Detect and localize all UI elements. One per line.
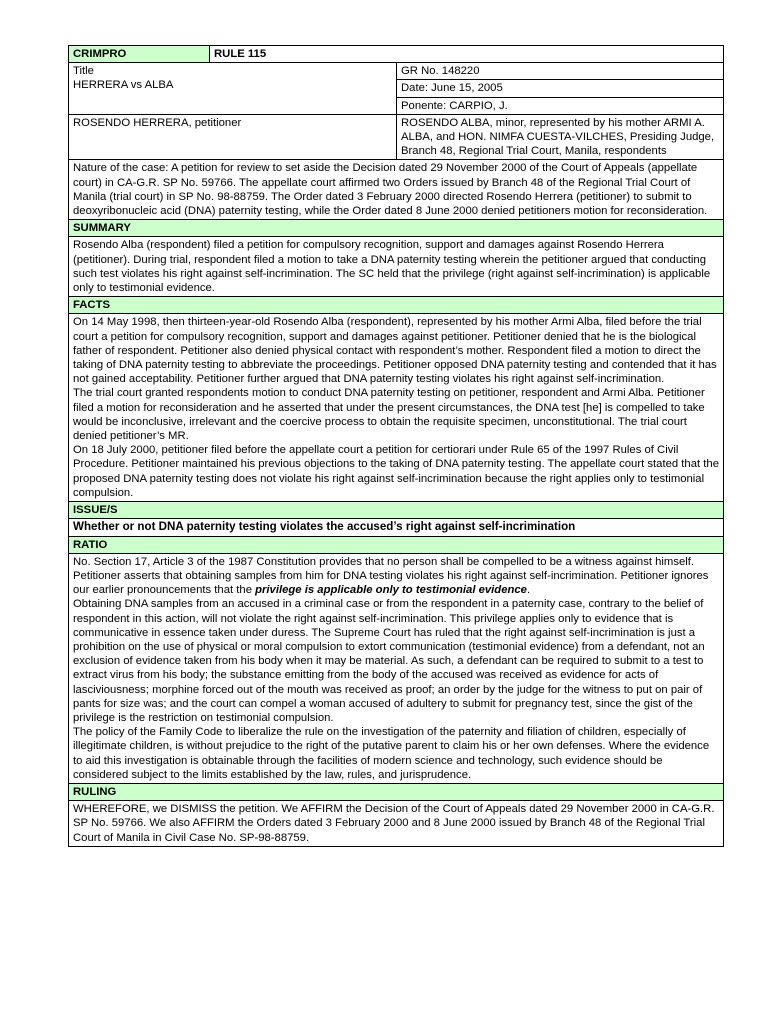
summary-heading: SUMMARY bbox=[69, 220, 724, 237]
ruling-row bbox=[69, 801, 724, 847]
case-digest-table bbox=[68, 45, 724, 847]
ratio-row bbox=[69, 553, 724, 783]
issues-heading: ISSUE/S bbox=[69, 502, 724, 519]
issue-text: Whether or not DNA paternity testing violates the accused’s right against self-incrimination bbox=[69, 519, 724, 536]
petitioner-cell: ROSENDO HERRERA, petitioner bbox=[69, 114, 397, 160]
ratio-paragraph bbox=[73, 555, 719, 598]
ponente: Ponente: CARPIO, J. bbox=[397, 97, 724, 114]
facts-paragraph: On 14 May 1998, then thirteen-year-old Rosendo Alba (respondent), represented by his mother Armi Alba, filed before the trial court a petition for compulsory recognition, support and damages against petitioner. Petitioner denied that he is the biological father of respondent. Petitioner also denied physical contact with respondent’s mother. Respondent filed a motion to direct the taking of DNA paternity testing to abbreviate the proceedings. Petitioner opposed DNA paternity testing and contended that it has not gained acceptability. Petitioner further argued that DNA paternity testing violates his right against self-incrimination. bbox=[73, 316, 717, 386]
title-row bbox=[69, 63, 724, 80]
ratio-paragraph: The policy of the Family Code to liberalize the rule on the investigation of the paternity and filiation of children, especially of illegitimate children, is without prejudice to the right of the putative parent to claim his or her own defenses. Where the evidence to aid this investigation is obtainable through the facilities of modern science and technology, such evidence should be considered subject to the limits established by the law, rules, and jurisprudence. bbox=[73, 726, 710, 781]
ratio-cell bbox=[69, 553, 724, 783]
rule-cell: RULE 115 bbox=[210, 46, 724, 63]
header-row bbox=[69, 46, 724, 63]
ratio-paragraph: Obtaining DNA samples from an accused in a criminal case or from the respondent in a paternity case, contrary to the belief of respondent in this action, will not violate the right against self-incrimination. This privilege applies only to evidence that is communicative in essence taken under duress. The Supreme Court has ruled that the right against self-incrimination is just a prohibition on the use of physical or moral compulsion to extort communication (testimonial evidence) from a defendant, not an exclusion of evidence taken from his body when it may be material. As such, a defendant can be required to submit to a test to extract virus from his body; the substance emitting from the body of the accused was received as evidence for acts of lasciviousness; morphine forced out of the mouth was received as proof; an order by the judge for the witness to put on pair of pants for size was; and the court can compel a woman accused of adultery to submit for pregnancy test, since the gist of the privilege is the restriction on testimonial compulsion. bbox=[73, 598, 705, 724]
nature-row bbox=[69, 160, 724, 220]
decision-date: Date: June 15, 2005 bbox=[397, 80, 724, 97]
issues-row bbox=[69, 519, 724, 536]
ruling-heading: RULING bbox=[69, 783, 724, 800]
facts-paragraph: The trial court granted respondents motion to conduct DNA paternity testing on petitioner, respondent and Armi Alba. Petitioner filed a motion for reconsideration and he asserted that under the present circumstances, the DNA test [he] is compelled to take would be inconclusive, irrelevant and the coercive process to obtain the requisite specimen, unconstitutional. The trial court denied petitioner’s MR. bbox=[73, 387, 705, 443]
facts-cell bbox=[69, 314, 724, 502]
ruling-text: WHEREFORE, we DISMISS the petition. We AFFIRM the Decision of the Court of Appeals dated 29 November 2000 in CA-G.R. SP No. 59766. We also AFFIRM the Orders dated 3 February 2000 and 8 June 2000 issued by Branch 48 of the Regional Trial Court of Manila in Civil Case No. SP-98-88759. bbox=[69, 801, 724, 847]
case-title: HERRERA vs ALBA bbox=[73, 79, 174, 92]
gr-number: GR No. 148220 bbox=[397, 63, 724, 80]
ruling-heading-row bbox=[69, 783, 724, 800]
facts-heading: FACTS bbox=[69, 297, 724, 314]
ratio-heading: RATIO bbox=[69, 536, 724, 553]
facts-paragraph: On 18 July 2000, petitioner filed before the appellate court a petition for certiorari under Rule 65 of the 1997 Rules of Civil Procedure. Petitioner maintained his previous objections to the taking of DNA paternity testing. The appellate court stated that the proposed DNA paternity testing does not violate his right against self-incrimination because the right applies only to testimonial compulsion. bbox=[73, 444, 719, 499]
issues-heading-row bbox=[69, 502, 724, 519]
facts-heading-row bbox=[69, 297, 724, 314]
ratio-text: No. Section 17, Article 3 of the 1987 Constitution provides that no person shall be compelled to be a witness against himself. Petitioner asserts that obtaining samples from him for DNA testing violates his right against self-incrimination. Petitioner ignores our earlier pronouncements that the bbox=[73, 555, 709, 597]
respondents-cell: ROSENDO ALBA, minor, represented by his mother ARMI A. ALBA, and HON. NIMFA CUESTA-VILCHES, Presiding Judge, Branch 48, Regional Trial Court, Manila, respondents bbox=[397, 114, 724, 160]
parties-row bbox=[69, 114, 724, 160]
title-cell bbox=[69, 63, 397, 115]
facts-row bbox=[69, 314, 724, 502]
nature-of-case: Nature of the case: A petition for review to set aside the Decision dated 29 November 2000 of the Court of Appeals (appellate court) in CA-G.R. SP No. 59766. The appellate court affirmed two Orders issued by Branch 48 of the Regional Trial Court of Manila (trial court) in SP No. 98-88759. The Order dated 3 February 2000 directed Rosendo Herrera (petitioner) to submit to deoxyribonucleic acid (DNA) paternity testing, while the Order dated 8 June 2000 denied petitioners motion for reconsideration. bbox=[69, 160, 724, 220]
subject-cell: CRIMPRO bbox=[69, 46, 210, 63]
ratio-emphasis: privilege is applicable only to testimonial evidence bbox=[255, 584, 527, 597]
summary-text: Rosendo Alba (respondent) filed a petition for compulsory recognition, support and damages against Rosendo Herrera (petitioner). During trial, respondent filed a motion to take a DNA paternity testing wherein the petitioner argued that conducting such test violates his right against self-incrimination. The SC held that the privilege (right against self-incrimination) is applicable only to testimonial evidence. bbox=[69, 237, 724, 297]
ratio-text-end: . bbox=[526, 584, 531, 597]
summary-row bbox=[69, 237, 724, 297]
summary-heading-row bbox=[69, 220, 724, 237]
title-label: Title bbox=[73, 65, 94, 78]
ratio-heading-row bbox=[69, 536, 724, 553]
